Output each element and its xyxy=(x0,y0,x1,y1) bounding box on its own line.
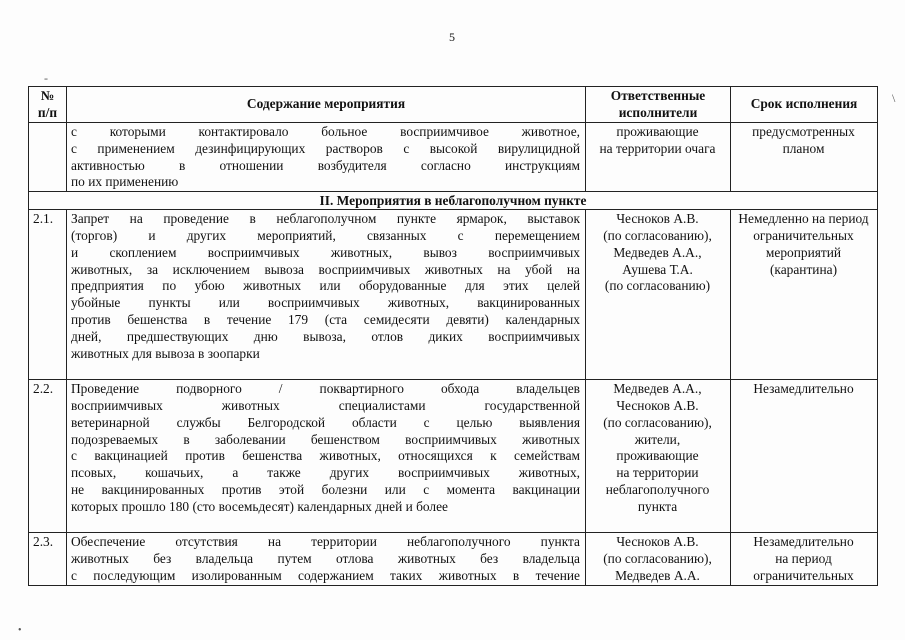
row-content: Запрет на проведение в неблагополучном пункте ярмарок, выставок (торгов) и других мероприятий, связанных с перемещением и скоплением восприимчивых животных, вывоз восприимчивых животных, за исключением вывоза восприимчивых животных на убой на предприятия по убою животных или оборудованные для этих целей убойные пункты или восприимчивых животных, вакцинированных против бешенства в течение 179 (ста семидесяти девяти) календарных дней, предшествующих дню вывоза, отлов диких восприимчивых животных для вывоза в зоопарки xyxy=(67,210,586,380)
table-row xyxy=(29,210,878,380)
scan-mark: \ xyxy=(892,91,896,105)
continuation-content: с которыми контактировало больное восприимчивое животное, с применением дезинфицирующих растворов с высокой вирулицидной активностью в отношении возбудителя согласно инструкциям по их применению xyxy=(67,123,586,192)
continuation-row xyxy=(29,123,878,192)
row-term: Незамедлительно на период ограничительных xyxy=(731,533,878,585)
header-num: № п/п xyxy=(29,87,67,123)
row-number: 2.1. xyxy=(29,210,67,380)
row-term: Незамедлительно xyxy=(731,380,878,533)
continuation-term: предусмотренных планом xyxy=(731,123,878,192)
scan-mark: • xyxy=(18,625,22,636)
scan-mark: - xyxy=(44,71,48,85)
continuation-responsible: проживающие на территории очага xyxy=(586,123,731,192)
header-term: Срок исполнения xyxy=(731,87,878,123)
row-content: Обеспечение отсутствия на территории неблагополучного пункта животных без владельца путем отлова животных без владельца с последующим изолированным содержанием таких животных в течение xyxy=(67,533,586,585)
header-responsible: Ответственные исполнители xyxy=(586,87,731,123)
table-row xyxy=(29,533,878,585)
table-row xyxy=(29,380,878,533)
row-number: 2.2. xyxy=(29,380,67,533)
section-title: II. Мероприятия в неблагополучном пункте xyxy=(29,192,878,210)
row-responsible: Чесноков А.В. (по согласованию), Медведев А.А. xyxy=(586,533,731,585)
continuation-num xyxy=(29,123,67,192)
section-row xyxy=(29,192,878,210)
header-content: Содержание мероприятия xyxy=(67,87,586,123)
measures-table xyxy=(28,86,878,586)
page-number: 5 xyxy=(449,30,455,44)
table-header-row xyxy=(29,87,878,123)
row-term: Немедленно на период ограничительных мероприятий (карантина) xyxy=(731,210,878,380)
row-responsible: Медведев А.А., Чесноков А.В. (по согласованию), жители, проживающие на территории неблагополучного пункта xyxy=(586,380,731,533)
row-number: 2.3. xyxy=(29,533,67,585)
row-responsible: Чесноков А.В. (по согласованию), Медведев А.А., Аушева Т.А. (по согласованию) xyxy=(586,210,731,380)
row-content: Проведение подворного / поквартирного обхода владельцев восприимчивых животных специалистами государственной ветеринарной службы Белгородской области с целью выявления подозреваемых в заболевании бешенством восприимчивых животных с вакцинацией против бешенства животных, относящихся к семействам псовых, кошачьих, а также других восприимчивых животных, не вакцинированных против этой болезни или с момента вакцинации которых прошло 180 (сто восемьдесят) календарных дней и более xyxy=(67,380,586,533)
